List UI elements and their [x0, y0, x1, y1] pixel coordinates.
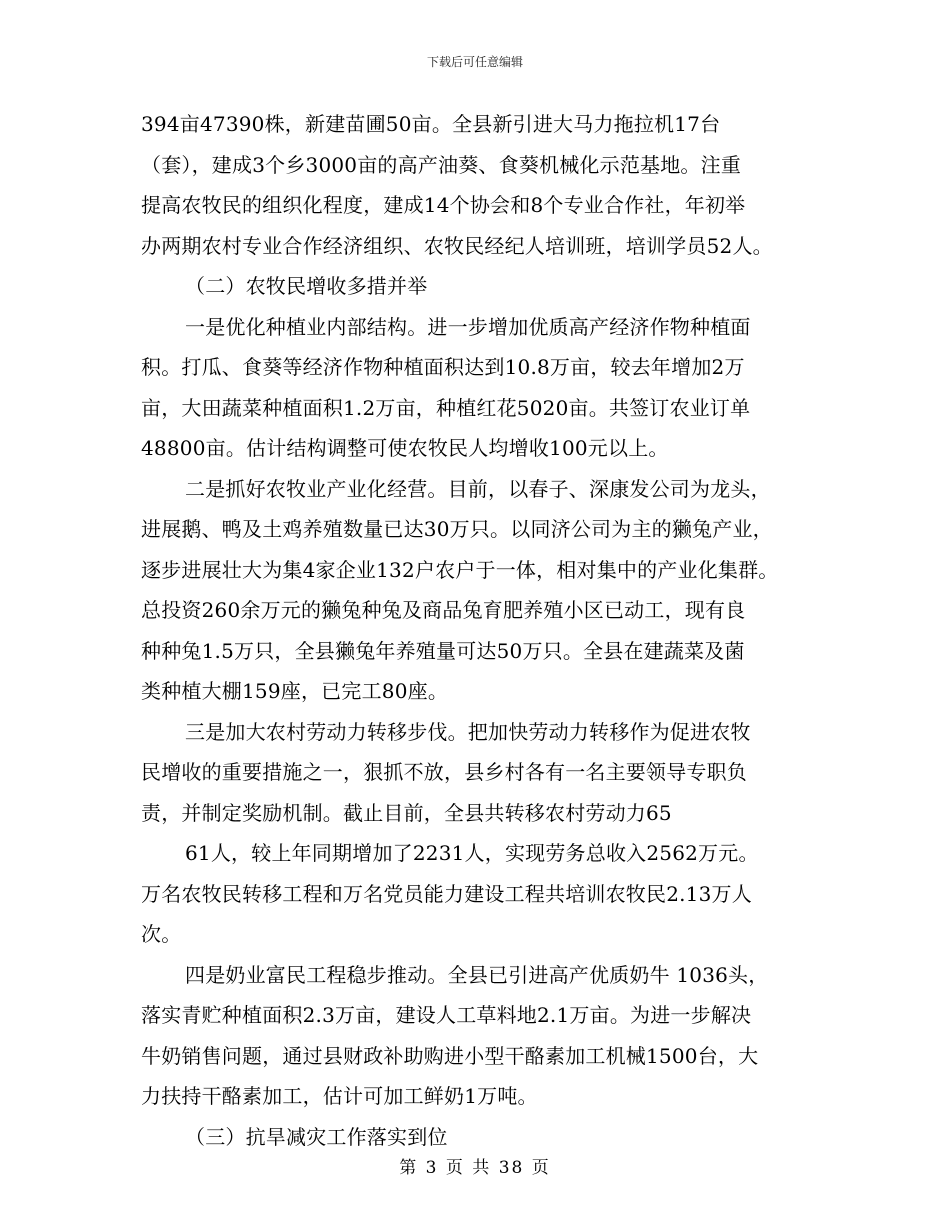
text-line: 力扶持干酪素加工，估计可加工鲜奶1万吨。 [141, 1084, 538, 1108]
text-line: 办两期农村专业合作经济组织、农牧民经纪人培训班，培训学员52人。 [141, 233, 773, 258]
text-line: 48800亩。估计结构调整可使农牧民人均增收100元以上。 [141, 436, 669, 460]
paragraph-start-line: 三是加大农村劳动力转移步伐。把加快劳动力转移作为促进农牧 [185, 719, 751, 744]
paragraph-start-line: 四是奶业富民工程稳步推动。全县已引进高产优质奶牛 1036头， [185, 962, 769, 987]
text-line: 积。打瓜、食葵等经济作物种植面积达到10.8万亩，较去年增加2万 [141, 355, 745, 379]
page-header: 下载后可任意编辑 [426, 55, 523, 69]
text-line: 牛奶销售问题，通过县财政补助购进小型干酪素加工机械1500台，大 [141, 1043, 759, 1068]
text-line: 总投资260余万元的獭兔种兔及商品兔育肥养殖小区已动工，现有良 [141, 598, 746, 622]
paragraph-start-line: 二是抓好农牧业产业化经营。目前，以春子、深康发公司为龙头， [185, 476, 771, 501]
page-number-footer: 第 3 页 共 38 页 [399, 1158, 551, 1178]
text-line: 落实青贮种植面积2.3万亩，建设人工草料地2.1万亩。为进一步解决 [141, 1003, 752, 1027]
text-line: 进展鹅、鸭及土鸡养殖数量已达30万只。以同济公司为主的獭兔产业， [141, 517, 773, 541]
text-line: 万名农牧民转移工程和万名党员能力建设工程共培训农牧民2.13万人 [141, 881, 752, 906]
text-line: 逐步进展壮大为集4家企业132户农户于一体，相对集中的产业化集群。 [141, 557, 779, 582]
text-line: 亩，大田蔬菜种植面积1.2万亩，种植红花5020亩。共签订农业订单 [141, 395, 751, 420]
paragraph-start-line: 61人，较上年同期增加了2231人，实现劳务总收入2562万元。 [185, 841, 759, 865]
text-line: 责，并制定奖励机制。截止目前，全县共转移农村劳动力65 [141, 800, 672, 825]
document-body [141, 104, 821, 1157]
section-heading: （二）农牧民增收多措并举 [185, 274, 428, 298]
text-line: 类种植大棚159座，已完工80座。 [141, 679, 449, 703]
text-line: 民增收的重要措施之一，狠抓不放，县乡村各有一名主要领导专职负 [141, 760, 747, 784]
text-line: 提高农牧民的组织化程度，建成14个协会和8个专业合作社，年初举 [141, 193, 746, 217]
text-line: （套），建成3个乡3000亩的高产油葵、食葵机械化示范基地。注重 [141, 152, 742, 177]
text-line: 次。 [141, 922, 182, 946]
text-line: 种种兔1.5万只，全县獭兔年养殖量可达50万只。全县在建蔬菜及菌 [141, 638, 745, 663]
text-line: 394亩47390株，新建苗圃50亩。全县新引进大马力拖拉机17台 [141, 112, 721, 136]
paragraph-start-line: 一是优化种植业内部结构。进一步增加优质高产经济作物种植面 [185, 314, 751, 339]
section-heading: （三）抗旱减灾工作落实到位 [185, 1124, 448, 1149]
